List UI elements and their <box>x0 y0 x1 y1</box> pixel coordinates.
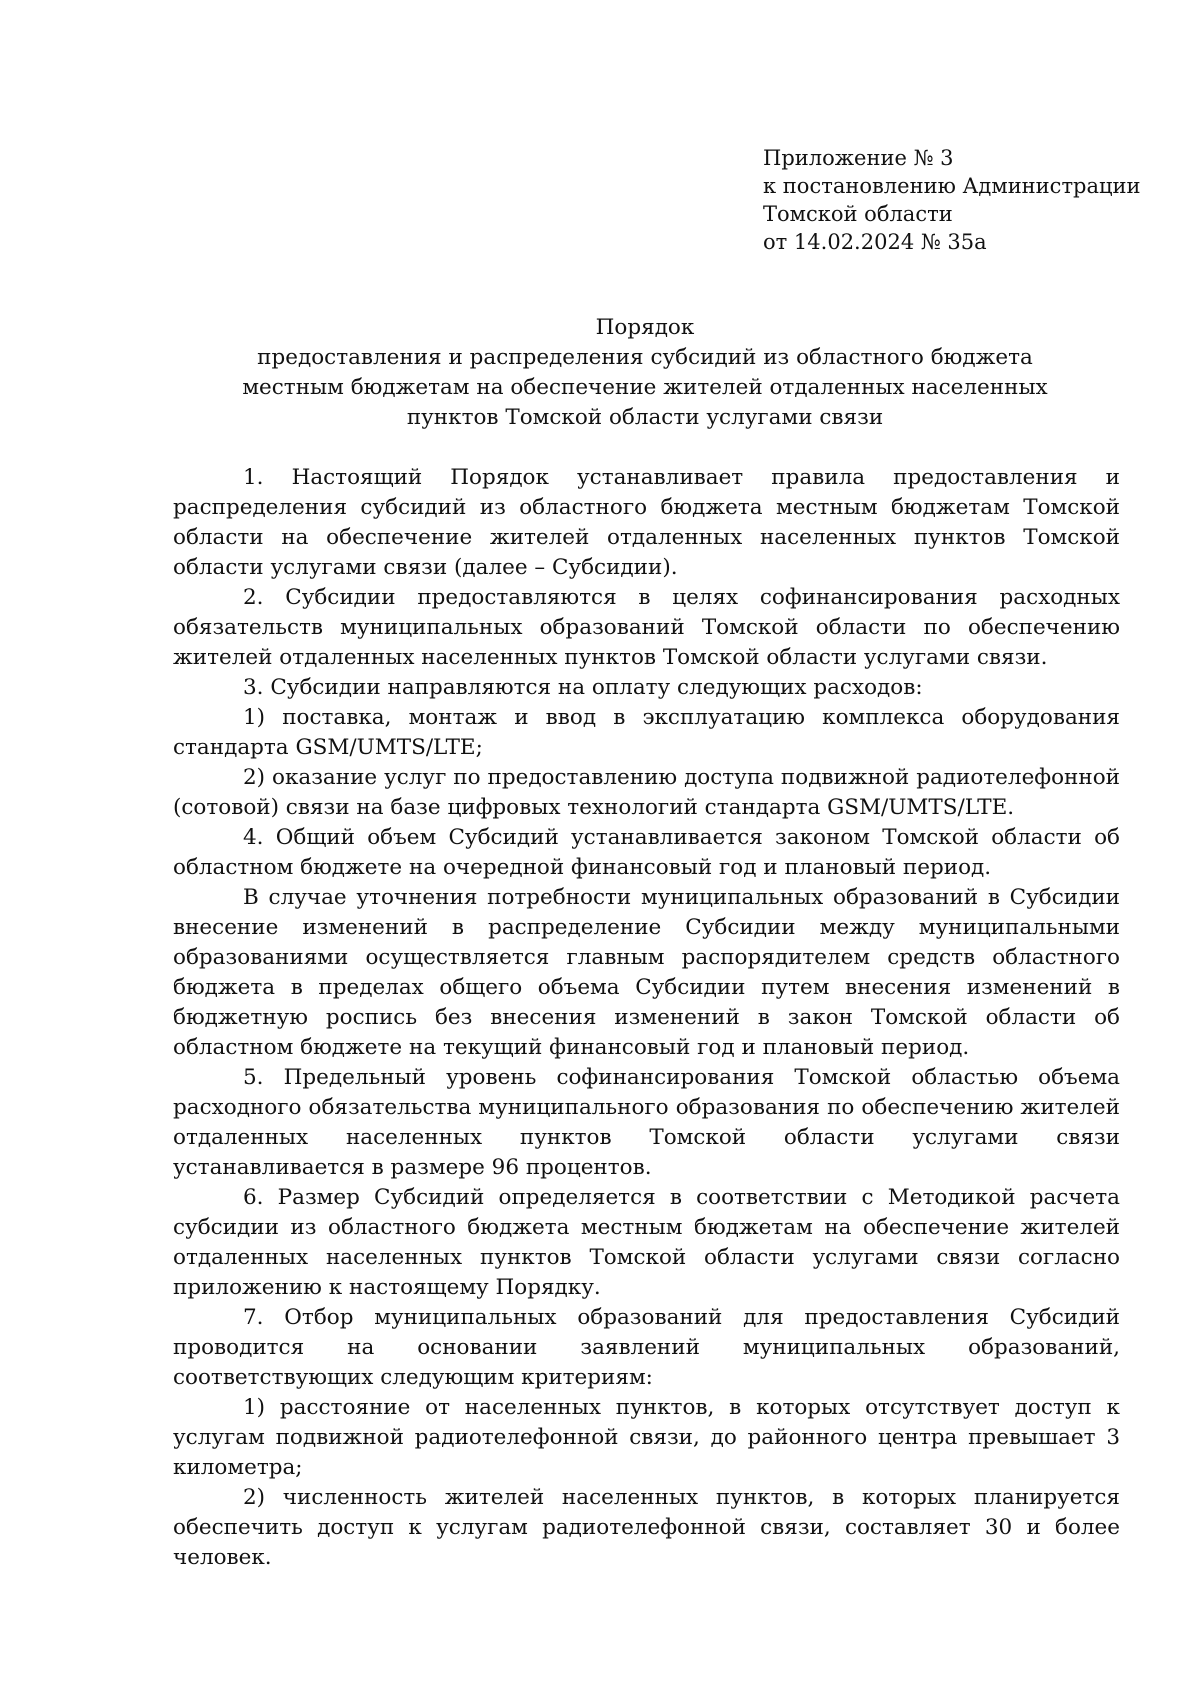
appendix-number: Приложение № 3 <box>763 146 954 170</box>
paragraph-7-item-2: 2) численность жителей населенных пунктов, в которых планируется обеспечить доступ к услугам радиотелефонной связи, составляет 30 и более человек. <box>173 1485 1120 1570</box>
paragraph-2: 2. Субсидии предоставляются в целях софинансирования расходных обязательств муниципальных образований Томской области по обеспечению жителей отдаленных населенных пунктов Томской области услугами связи. <box>173 585 1120 670</box>
paragraph-3-item-1: 1) поставка, монтаж и ввод в эксплуатацию комплекса оборудования стандарта GSM/UMTS/LTE; <box>173 705 1120 760</box>
paragraph-3-item-2: 2) оказание услуг по предоставлению доступа подвижной радиотелефонной (сотовой) связи на базе цифровых технологий стандарта GSM/UMTS/LTE. <box>173 765 1120 820</box>
paragraph-7: 7. Отбор муниципальных образований для предоставления Субсидий проводится на основании заявлений муниципальных образований, соответствующих следующим критериям: <box>173 1305 1120 1390</box>
title-line: пунктов Томской области услугами связи <box>406 405 884 430</box>
title-line: предоставления и распределения субсидий из областного бюджета <box>257 345 1033 370</box>
appendix-header <box>763 144 1163 256</box>
paragraph-4: 4. Общий объем Субсидий устанавливается законом Томской области об областном бюджете на очередной финансовый год и плановый период. <box>173 825 1120 880</box>
title-line: местным бюджетам на обеспечение жителей отдаленных населенных <box>242 375 1048 400</box>
paragraph-3: 3. Субсидии направляются на оплату следующих расходов: <box>243 675 923 700</box>
document-body <box>173 463 1120 1573</box>
appendix-resolution-ref: к постановлению Администрации <box>763 174 1141 198</box>
appendix-region: Томской области <box>763 202 953 226</box>
paragraph-7-item-1: 1) расстояние от населенных пунктов, в которых отсутствует доступ к услугам подвижной радиотелефонной связи, до районного центра превышает 3 километра; <box>173 1395 1120 1480</box>
paragraph-1: 1. Настоящий Порядок устанавливает правила предоставления и распределения субсидий из областного бюджета местным бюджетам Томской области на обеспечение жителей отдаленных населенных пунктов Томской области услугами связи (далее – Субсидии). <box>173 465 1120 580</box>
paragraph-4-continued: В случае уточнения потребности муниципальных образований в Субсидии внесение изменений в распределение Субсидии между муниципальными образованиями осуществляется главным распорядителем средств областного бюджета в пределах общего объема Субсидии путем внесения изменений в бюджетную роспись без внесения изменений в закон Томской области об областном бюджете на текущий финансовый год и плановый период. <box>173 885 1120 1060</box>
document-title <box>170 313 1120 433</box>
appendix-date: от 14.02.2024 № 35а <box>763 230 987 254</box>
paragraph-6: 6. Размер Субсидий определяется в соответствии с Методикой расчета субсидии из областного бюджета местным бюджетам на обеспечение жителей отдаленных населенных пунктов Томской области услугами связи согласно приложению к настоящему Порядку. <box>173 1185 1120 1300</box>
title-heading: Порядок <box>595 315 695 340</box>
paragraph-5: 5. Предельный уровень софинансирования Томской областью объема расходного обязательства муниципального образования по обеспечению жителей отдаленных населенных пунктов Томской области услугами связи устанавливается в размере 96 процентов. <box>173 1065 1120 1180</box>
